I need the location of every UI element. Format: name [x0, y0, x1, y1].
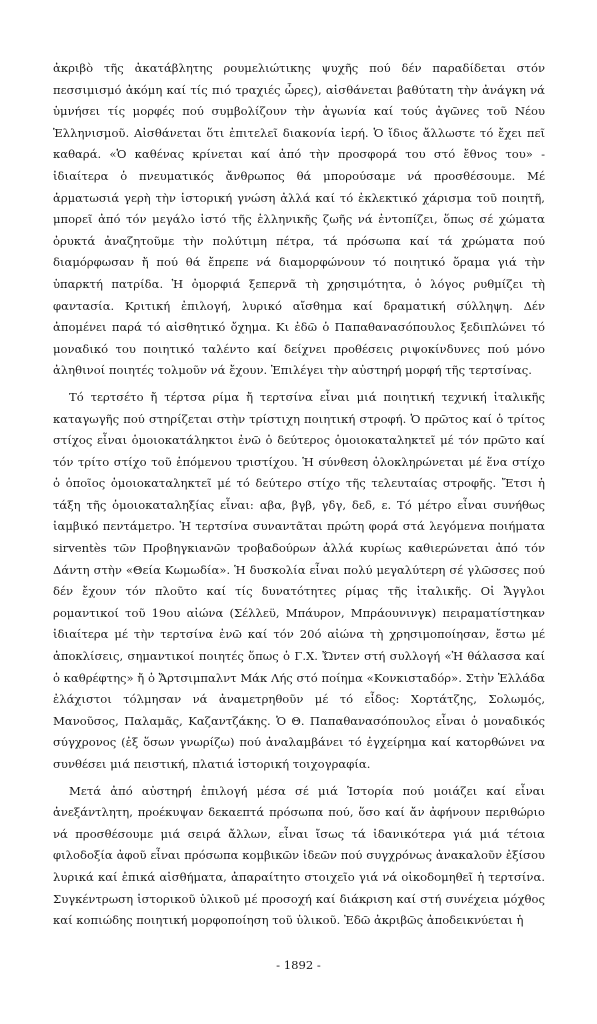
paragraph-2: Τό τερτσέτο ἤ τέρτσα ρίμα ἤ τερτσίνα εἶναι μιά ποιητική τεχνική ἰταλικῆς καταγωγῆς πού στηρίζεται στὴν τρίστιχη ποιητική στροφή. Ὁ πρῶτος καί ὁ τρίτος στίχος εἶναι ὁμοιοκατάληκτοι ἐνῶ ὁ δεύτερος ὁμοιοκαταληκτεῖ μέ τόν πρῶτο καί τόν τρίτο στίχο τοῦ ἑπόμενου τριστίχου. Ἡ σύνθεση ὁλοκληρώνεται μέ ἕνα στίχο ὁ ὁποῖος ὁμοιοκαταληκτεῖ μέ τό δεύτερο στίχο τῆς τελευταίας στροφῆς. Ἔτσι ἡ τάξη τῆς ὁμοιοκαταληξίας εἶναι: αβα, βγβ, γδγ, δεδ, ε. Τό μέτρο εἶναι συνήθως ἰαμβικό πεντάμετρο. Ἡ τερτσίνα συναντᾶται πρώτη φορά στά λεγόμενα ποιήματα sirventès τῶν Προβηγκιανῶν τροβαδούρων ἀλλά κυρίως καθιερώνεται ἀπό τόν Δάντη στὴν «Θεία Κωμωδία». Ἡ δυσκολία εἶναι πολύ μεγαλύτερη σέ γλῶσσες πού δέν ἔχουν τόν πλοῦτο καί τίς δυνατότητες ρίμας τῆς ἰταλικῆς. Οἱ Ἄγγλοι ρομαντικοί τοῦ 19ου αἰώνα (Σέλλεϋ, Μπάυρον, Μπράουνινγκ) πειραματίστηκαν ἰδιαίτερα μέ τὴν τερτσίνα ἐνῶ καί τόν 20ό αἰώνα τὴ χρησιμοποίησαν, ἔστω μέ ἀποκλίσεις, σημαντικοί ποιητές ὅπως ὁ Γ.Χ. Ὤντεν στή συλλογή «Ἡ θάλασσα καί ὁ καθρέφτης» ἤ ὁ Ἄρτσιμπαλντ Μάκ Λής στό ποίημα «Κονκισταδόρ». Στὴν Ἑλλάδα ἐλάχιστοι τόλμησαν νά ἀναμετρηθοῦν μέ τό εἶδος: Χορτάτζης, Σολωμός, Μανοῦσος, Παλαμᾶς, Καζαντζάκης. Ὁ Θ. Παπαθανασόπουλος εἶναι ὁ μοναδικός σύγχρονος (ἐξ ὅσων γνωρίζω) πού ἀναλαμβάνει τό ἐγχείρημα καί κατορθώνει να συνθέσει μιά πειστική, πλατιά ἱστορική τοιχογραφία. — [53, 389, 545, 771]
paragraph-1: ἀκριβὸ τῆς ἀκατάβλητης ρουμελιώτικης ψυχῆς πού δέν παραδίδεται στόν πεσσιμισμό ἀκόμη καί τίς πιό τραχιές ὧρες), αἰσθάνεται βαθύτατη τὴν ἀνάγκη νά ὑμνήσει τίς μορφές πού συμβολίζουν τὴν ἀγωνία καί τούς ἀγῶνες τοῦ Νέου Ἑλληνισμοῦ. Αἰσθάνεται ὅτι ἐπιτελεῖ διακονία ἱερή. Ὁ ἴδιος ἄλλωστε τό ἔχει πεῖ καθαρά. «Ὁ καθένας κρίνεται καί ἀπό τὴν προσφορά του στό ἔθνος του» - ἰδιαίτερα ὁ πνευματικός ἄνθρωπος θά μπορούσαμε νά προσθέσουμε. Μέ ἁρματωσιά γερὴ τὴν ἱστορική γνώση ἀλλά καί τό ἐκλεκτικό χάρισμα τοῦ ποιητῆ, μπορεῖ ἀπό τόν μεγάλο ἱστό τῆς ἑλληνικῆς ζωῆς νά ἐντοπίζει, ὅπως σέ χώματα ὀρυκτά ἀναζητοῦμε τὴν πολύτιμη πέτρα, τά πρόσωπα καί τά χρώματα πού διαμόρφωσαν ἤ πού θά ἔπρεπε νά διαμορφώνουν τό ποιητικό ὅραμα γιά τὴν ὑπαρκτή πατρίδα. Ἡ ὀμορφιά ξεπερνᾶ τὴ χρησιμότητα, ὁ λόγος ρυθμίζει τὴ φαντασία. Κριτική ἐπιλογή, λυρικό αἴσθημα καί δραματική σύλληψη. Δέν ἀπομένει παρά τό αἰσθητικό ὄχημα. Κι ἐδῶ ὁ Παπαθανασόπουλος ξεδιπλώνει τό μοναδικό του ποιητικό ταλέντο καί δείχνει προθέσεις ριψοκίνδυνες πού μόνο ἀληθινοί ποιητές τολμοῦν νά ἔχουν. Ἐπιλέγει τὴν αὐστηρή μορφή τῆς τερτσίνας. — [53, 61, 545, 378]
page-number: - 1892 - — [276, 958, 321, 972]
body-text — [53, 58, 545, 932]
paragraph-3: Μετά ἀπό αὐστηρή ἐπιλογή μέσα σέ μιά Ἱστορία πού μοιάζει καί εἶναι ἀνεξάντλητη, προέκυψαν δεκαεπτά πρόσωπα πού, ὅσο καί ἄν ἀφήνουν περιθώριο νά προσθέσουμε μιά σειρά ἄλλων, εἶναι ἴσως τά ἰδανικότερα γιά μιά τέτοια φιλοδοξία ἀφοῦ εἶναι πρόσωπα κομβικῶν ἰδεῶν πού συγχρόνως ἀνακαλοῦν ἐξίσου λυρικά καί ἐπικά αἰσθήματα, ἀπαραίτητο στοιχεῖο γιά νά οἰκοδομηθεῖ ἡ τερτσίνα. Συγκέντρωση ἱστορικοῦ ὑλικοῦ μέ προσοχή καί διάκριση καί στή συνέχεια μόχθος καί κοπιώδης ποιητική μορφοποίηση τοῦ ὑλικοῦ. Ἐδῶ ἀκριβῶς ἀποδεικνύεται ἡ — [53, 783, 545, 928]
